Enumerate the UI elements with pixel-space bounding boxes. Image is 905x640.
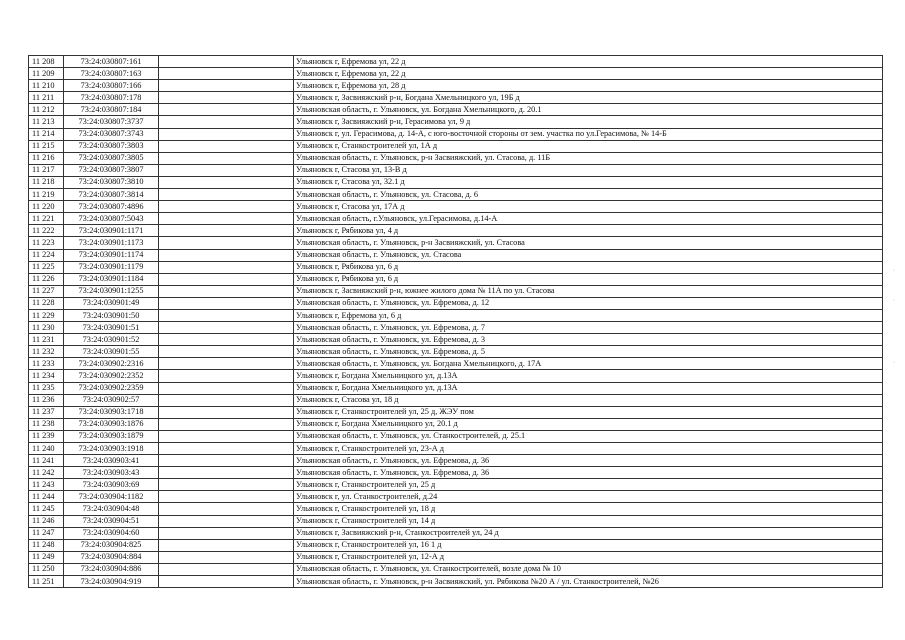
row-number-cell: 11 217 [29, 164, 64, 176]
cadastral-number-cell: 73:24:030901:1179 [64, 261, 159, 273]
row-number-cell: 11 225 [29, 261, 64, 273]
empty-cell [159, 189, 294, 201]
table-row [29, 382, 883, 394]
row-number-cell: 11 251 [29, 576, 64, 588]
address-cell: Ульяновск г, Станкостроителей ул, 25 д, ЖЭУ пом [294, 406, 883, 418]
empty-cell [159, 297, 294, 309]
row-number-cell: 11 242 [29, 467, 64, 479]
table-row [29, 128, 883, 140]
empty-cell [159, 515, 294, 527]
address-cell: Ульяновская область, г. Ульяновск, ул. Ефремова, д. 36 [294, 467, 883, 479]
empty-cell [159, 539, 294, 551]
row-number-cell: 11 236 [29, 394, 64, 406]
empty-cell [159, 406, 294, 418]
address-cell: Ульяновская область, г. Ульяновск, р-н Засвияжский, ул. Стасова [294, 237, 883, 249]
address-cell: Ульяновск г, ул. Герасимова, д. 14-А, с юго-восточной стороны от зем. участка по ул.Герасимова, № 14-Б [294, 128, 883, 140]
cadastral-table [28, 55, 883, 588]
cadastral-number-cell: 73:24:030807:178 [64, 92, 159, 104]
row-number-cell: 11 215 [29, 140, 64, 152]
cadastral-number-cell: 73:24:030807:3805 [64, 152, 159, 164]
empty-cell [159, 430, 294, 442]
table-row [29, 491, 883, 503]
row-number-cell: 11 210 [29, 80, 64, 92]
row-number-cell: 11 246 [29, 515, 64, 527]
empty-cell [159, 201, 294, 213]
cadastral-number-cell: 73:24:030901:55 [64, 346, 159, 358]
table-row [29, 213, 883, 225]
address-cell: Ульяновск г, Станкостроителей ул, 25 д [294, 479, 883, 491]
address-cell: Ульяновск г, Засвияжский р-н, южнее жилого дома № 11А по ул. Стасова [294, 285, 883, 297]
row-number-cell: 11 240 [29, 443, 64, 455]
empty-cell [159, 80, 294, 92]
scan-edge-mark: · [893, 360, 895, 366]
empty-cell [159, 358, 294, 370]
empty-cell [159, 128, 294, 140]
table-row [29, 225, 883, 237]
row-number-cell: 11 235 [29, 382, 64, 394]
row-number-cell: 11 221 [29, 213, 64, 225]
table-row [29, 201, 883, 213]
empty-cell [159, 382, 294, 394]
empty-cell [159, 213, 294, 225]
cadastral-number-cell: 73:24:030807:3810 [64, 176, 159, 188]
cadastral-number-cell: 73:24:030901:1184 [64, 273, 159, 285]
address-cell: Ульяновск г, Богдана Хмельницкого ул, д.13А [294, 370, 883, 382]
address-cell: Ульяновская область, г. Ульяновск, ул. Стасова [294, 249, 883, 261]
address-cell: Ульяновск г, Станкостроителей ул, 23-А д [294, 443, 883, 455]
empty-cell [159, 176, 294, 188]
row-number-cell: 11 228 [29, 297, 64, 309]
empty-cell [159, 273, 294, 285]
table-row [29, 237, 883, 249]
address-cell: Ульяновск г, Стасова ул, 18 д [294, 394, 883, 406]
empty-cell [159, 370, 294, 382]
cadastral-number-cell: 73:24:030807:4896 [64, 201, 159, 213]
empty-cell [159, 334, 294, 346]
cadastral-number-cell: 73:24:030903:43 [64, 467, 159, 479]
empty-cell [159, 418, 294, 430]
table-row [29, 176, 883, 188]
registry-table [28, 55, 882, 588]
table-body [29, 56, 883, 588]
address-cell: Ульяновская область, г. Ульяновск, ул. Ефремова, д. 36 [294, 455, 883, 467]
table-row [29, 576, 883, 588]
cadastral-number-cell: 73:24:030902:57 [64, 394, 159, 406]
cadastral-number-cell: 73:24:030807:3803 [64, 140, 159, 152]
row-number-cell: 11 224 [29, 249, 64, 261]
address-cell: Ульяновская область, г. Ульяновск, ул. Ефремова, д. 5 [294, 346, 883, 358]
empty-cell [159, 551, 294, 563]
table-row [29, 334, 883, 346]
table-row [29, 527, 883, 539]
address-cell: Ульяновская область, г.Ульяновск, ул.Герасимова, д.14-А [294, 213, 883, 225]
cadastral-number-cell: 73:24:030807:3814 [64, 189, 159, 201]
address-cell: Ульяновская область, г. Ульяновск, ул. Богдана Хмельницкого, д. 17А [294, 358, 883, 370]
table-row [29, 261, 883, 273]
cadastral-number-cell: 73:24:030807:3737 [64, 116, 159, 128]
row-number-cell: 11 231 [29, 334, 64, 346]
row-number-cell: 11 229 [29, 309, 64, 321]
row-number-cell: 11 233 [29, 358, 64, 370]
table-row [29, 503, 883, 515]
empty-cell [159, 322, 294, 334]
cadastral-number-cell: 73:24:030807:3807 [64, 164, 159, 176]
row-number-cell: 11 214 [29, 128, 64, 140]
cadastral-number-cell: 73:24:030807:166 [64, 80, 159, 92]
address-cell: Ульяновск г, Рябикова ул, 4 д [294, 225, 883, 237]
scan-edge-mark: · [893, 298, 895, 304]
table-row [29, 322, 883, 334]
address-cell: Ульяновская область, г. Ульяновск, ул. Стасова, д. 6 [294, 189, 883, 201]
cadastral-number-cell: 73:24:030901:1171 [64, 225, 159, 237]
table-row [29, 297, 883, 309]
address-cell: Ульяновск г, Ефремова ул, 22 д [294, 68, 883, 80]
address-cell: Ульяновск г, Стасова ул, 32.1 д [294, 176, 883, 188]
address-cell: Ульяновск г, Станкостроителей ул, 14 д [294, 515, 883, 527]
table-row [29, 104, 883, 116]
table-row [29, 539, 883, 551]
empty-cell [159, 467, 294, 479]
empty-cell [159, 225, 294, 237]
address-cell: Ульяновская область, г. Ульяновск, р-н Засвияжский, ул. Рябикова №20 А / ул. Станкостроителей, №26 [294, 576, 883, 588]
row-number-cell: 11 222 [29, 225, 64, 237]
row-number-cell: 11 213 [29, 116, 64, 128]
empty-cell [159, 285, 294, 297]
table-row [29, 140, 883, 152]
address-cell: Ульяновск г, Ефремова ул, 6 д [294, 309, 883, 321]
table-row [29, 346, 883, 358]
table-row [29, 551, 883, 563]
row-number-cell: 11 247 [29, 527, 64, 539]
address-cell: Ульяновск г, Ефремова ул, 22 д [294, 56, 883, 68]
empty-cell [159, 527, 294, 539]
row-number-cell: 11 238 [29, 418, 64, 430]
cadastral-number-cell: 73:24:030904:48 [64, 503, 159, 515]
table-row [29, 467, 883, 479]
table-row [29, 249, 883, 261]
table-row [29, 443, 883, 455]
row-number-cell: 11 234 [29, 370, 64, 382]
row-number-cell: 11 237 [29, 406, 64, 418]
empty-cell [159, 491, 294, 503]
table-row [29, 152, 883, 164]
cadastral-number-cell: 73:24:030901:52 [64, 334, 159, 346]
table-row [29, 479, 883, 491]
cadastral-number-cell: 73:24:030807:184 [64, 104, 159, 116]
row-number-cell: 11 227 [29, 285, 64, 297]
row-number-cell: 11 226 [29, 273, 64, 285]
row-number-cell: 11 218 [29, 176, 64, 188]
empty-cell [159, 237, 294, 249]
row-number-cell: 11 243 [29, 479, 64, 491]
row-number-cell: 11 208 [29, 56, 64, 68]
table-row [29, 309, 883, 321]
row-number-cell: 11 212 [29, 104, 64, 116]
scan-edge-mark: · [893, 268, 895, 274]
cadastral-number-cell: 73:24:030903:69 [64, 479, 159, 491]
cadastral-number-cell: 73:24:030903:1718 [64, 406, 159, 418]
row-number-cell: 11 249 [29, 551, 64, 563]
cadastral-number-cell: 73:24:030901:51 [64, 322, 159, 334]
address-cell: Ульяновск г, Богдана Хмельницкого ул, 20.1 д [294, 418, 883, 430]
empty-cell [159, 455, 294, 467]
cadastral-number-cell: 73:24:030902:2359 [64, 382, 159, 394]
address-cell: Ульяновск г, Стасова ул, 13-В д [294, 164, 883, 176]
table-row [29, 515, 883, 527]
table-row [29, 273, 883, 285]
table-row [29, 164, 883, 176]
address-cell: Ульяновская область, г. Ульяновск, ул. Станкостроителей, возле дома № 10 [294, 563, 883, 575]
address-cell: Ульяновская область, г. Ульяновск, ул. Ефремова, д. 12 [294, 297, 883, 309]
cadastral-number-cell: 73:24:030903:1879 [64, 430, 159, 442]
row-number-cell: 11 244 [29, 491, 64, 503]
empty-cell [159, 346, 294, 358]
cadastral-number-cell: 73:24:030904:60 [64, 527, 159, 539]
cadastral-number-cell: 73:24:030903:41 [64, 455, 159, 467]
cadastral-number-cell: 73:24:030904:886 [64, 563, 159, 575]
table-row [29, 370, 883, 382]
row-number-cell: 11 239 [29, 430, 64, 442]
row-number-cell: 11 209 [29, 68, 64, 80]
row-number-cell: 11 250 [29, 563, 64, 575]
address-cell: Ульяновск г, Рябикова ул, 6 д [294, 261, 883, 273]
table-row [29, 406, 883, 418]
table-row [29, 68, 883, 80]
table-row [29, 455, 883, 467]
cadastral-number-cell: 73:24:030903:1876 [64, 418, 159, 430]
row-number-cell: 11 245 [29, 503, 64, 515]
cadastral-number-cell: 73:24:030902:2316 [64, 358, 159, 370]
address-cell: Ульяновская область, г. Ульяновск, ул. Станкостроителей, д. 25.1 [294, 430, 883, 442]
row-number-cell: 11 248 [29, 539, 64, 551]
address-cell: Ульяновская область, г. Ульяновск, ул. Ефремова, д. 7 [294, 322, 883, 334]
cadastral-number-cell: 73:24:030902:2352 [64, 370, 159, 382]
table-row [29, 116, 883, 128]
cadastral-number-cell: 73:24:030807:161 [64, 56, 159, 68]
cadastral-number-cell: 73:24:030903:1918 [64, 443, 159, 455]
table-row [29, 563, 883, 575]
cadastral-number-cell: 73:24:030904:884 [64, 551, 159, 563]
row-number-cell: 11 232 [29, 346, 64, 358]
row-number-cell: 11 219 [29, 189, 64, 201]
empty-cell [159, 104, 294, 116]
table-row [29, 189, 883, 201]
address-cell: Ульяновская область, г. Ульяновск, ул. Ефремова, д. 3 [294, 334, 883, 346]
address-cell: Ульяновск г, Станкостроителей ул, 16 1 д [294, 539, 883, 551]
row-number-cell: 11 220 [29, 201, 64, 213]
address-cell: Ульяновская область, г. Ульяновск, р-н Засвияжский, ул. Стасова, д. 11Б [294, 152, 883, 164]
empty-cell [159, 92, 294, 104]
empty-cell [159, 503, 294, 515]
empty-cell [159, 116, 294, 128]
empty-cell [159, 563, 294, 575]
empty-cell [159, 140, 294, 152]
address-cell: Ульяновск г, Станкостроителей ул, 18 д [294, 503, 883, 515]
row-number-cell: 11 223 [29, 237, 64, 249]
table-row [29, 56, 883, 68]
row-number-cell: 11 211 [29, 92, 64, 104]
address-cell: Ульяновск г, Ефремова ул, 28 д [294, 80, 883, 92]
empty-cell [159, 261, 294, 273]
address-cell: Ульяновск г, Богдана Хмельницкого ул, д.13А [294, 382, 883, 394]
cadastral-number-cell: 73:24:030901:1174 [64, 249, 159, 261]
address-cell: Ульяновск г, Станкостроителей ул, 12-А д [294, 551, 883, 563]
empty-cell [159, 249, 294, 261]
address-cell: Ульяновск г, Засвияжский р-н, Герасимова ул, 9 д [294, 116, 883, 128]
empty-cell [159, 479, 294, 491]
empty-cell [159, 443, 294, 455]
table-row [29, 285, 883, 297]
address-cell: Ульяновск г, Рябикова ул, 6 д [294, 273, 883, 285]
address-cell: Ульяновск г, Засвияжский р-н, Станкостроителей ул, 24 д [294, 527, 883, 539]
row-number-cell: 11 230 [29, 322, 64, 334]
empty-cell [159, 68, 294, 80]
empty-cell [159, 576, 294, 588]
cadastral-number-cell: 73:24:030807:163 [64, 68, 159, 80]
cadastral-number-cell: 73:24:030904:919 [64, 576, 159, 588]
table-row [29, 418, 883, 430]
cadastral-number-cell: 73:24:030901:1255 [64, 285, 159, 297]
row-number-cell: 11 216 [29, 152, 64, 164]
row-number-cell: 11 241 [29, 455, 64, 467]
cadastral-number-cell: 73:24:030904:51 [64, 515, 159, 527]
address-cell: Ульяновск г, Засвияжский р-н, Богдана Хмельницкого ул, 19Б д [294, 92, 883, 104]
address-cell: Ульяновск г, Станкостроителей ул, 1А д [294, 140, 883, 152]
empty-cell [159, 164, 294, 176]
cadastral-number-cell: 73:24:030901:50 [64, 309, 159, 321]
address-cell: Ульяновская область, г. Ульяновск, ул. Богдана Хмельницкого, д. 20.1 [294, 104, 883, 116]
address-cell: Ульяновск г, ул. Станкостроителей, д.24 [294, 491, 883, 503]
empty-cell [159, 152, 294, 164]
cadastral-number-cell: 73:24:030807:3743 [64, 128, 159, 140]
cadastral-number-cell: 73:24:030901:1173 [64, 237, 159, 249]
table-row [29, 430, 883, 442]
table-row [29, 80, 883, 92]
table-row [29, 358, 883, 370]
address-cell: Ульяновск г, Стасова ул, 17А д [294, 201, 883, 213]
empty-cell [159, 309, 294, 321]
table-row [29, 394, 883, 406]
cadastral-number-cell: 73:24:030807:5043 [64, 213, 159, 225]
empty-cell [159, 394, 294, 406]
empty-cell [159, 56, 294, 68]
cadastral-number-cell: 73:24:030901:49 [64, 297, 159, 309]
table-row [29, 92, 883, 104]
cadastral-number-cell: 73:24:030904:825 [64, 539, 159, 551]
cadastral-number-cell: 73:24:030904:1182 [64, 491, 159, 503]
